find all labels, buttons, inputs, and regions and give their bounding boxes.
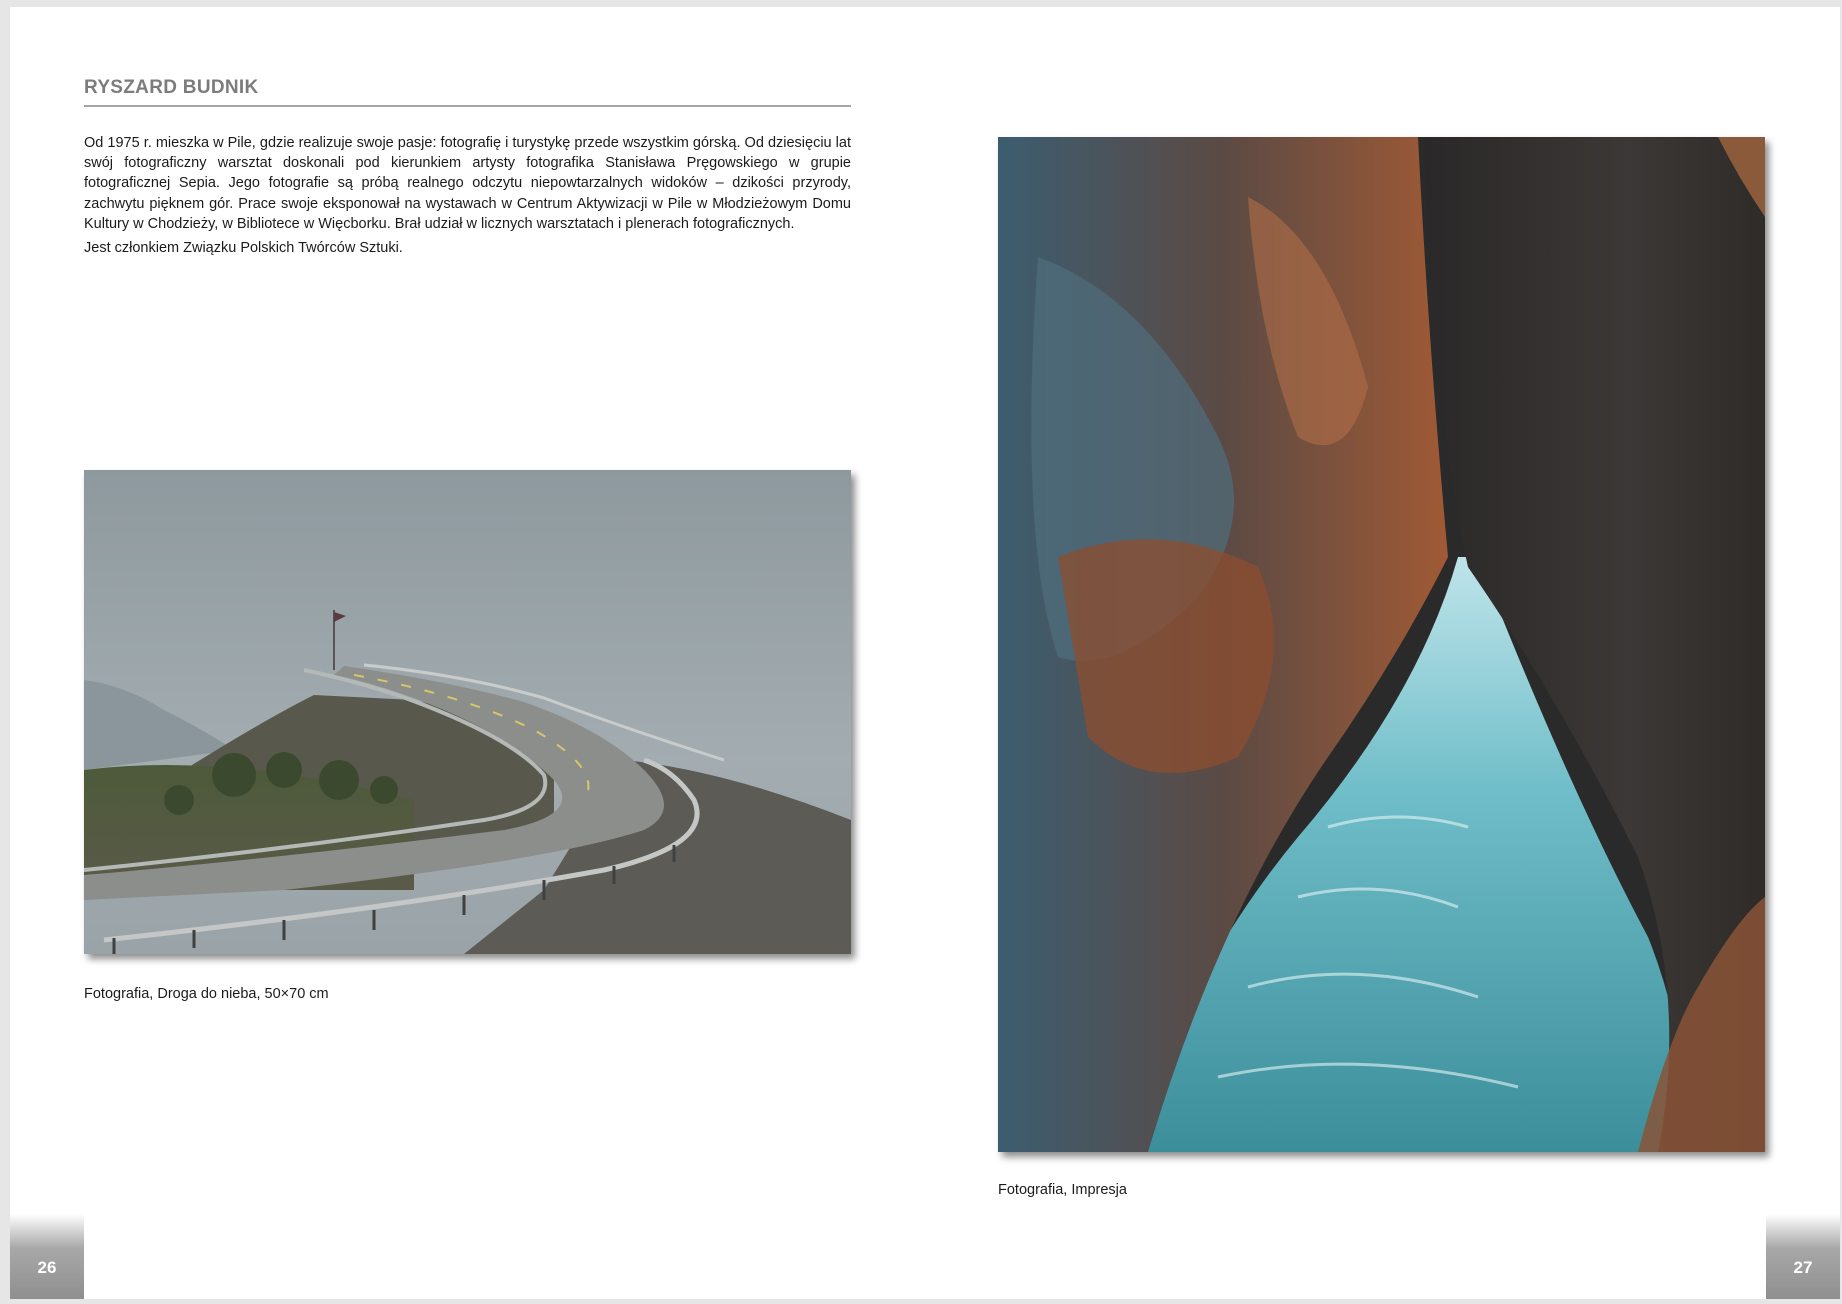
- bio-paragraph: Od 1975 r. mieszka w Pile, gdzie realizuje swoje pasje: fotografię i turystykę przede wszystkim górską. Od dziesięciu lat swój fotograficzny warsztat doskonali pod kierunkiem artysty fotografika Stanisława Pręgowskiego w grupie fotograficznej Sepia. Jego fotografie są próbą realnego odczytu niepowtarzalnych widoków – dzikości przyrody, zachwytu pięknem gór. Prace swoje eksponował na wystawach w Centrum Aktywizacji w Pile w Młodzieżowym Domu Kultury w Chodzieży, w Bibliotece w Więcborku. Brał udział w licznych warsztatach i plenerach fotograficznych.: [84, 135, 851, 232]
- author-bio: [84, 133, 851, 262]
- photo-road-to-sky: [84, 470, 851, 954]
- page-number-right: [1766, 1214, 1840, 1299]
- photo-canyon-impression: [998, 137, 1765, 1152]
- page-number-left-label: 26: [37, 1258, 57, 1277]
- caption-canyon: Fotografia, Impresja: [998, 1182, 1127, 1198]
- page-number-right-label: 27: [1793, 1258, 1813, 1277]
- caption-road: Fotografia, Droga do nieba, 50×70 cm: [84, 986, 329, 1002]
- magazine-spread: [10, 7, 1840, 1299]
- bio-paragraph: Jest członkiem Związku Polskich Twórców Sztuki.: [84, 240, 403, 257]
- author-heading: RYSZARD BUDNIK: [84, 77, 851, 107]
- page-number-left: [10, 1214, 84, 1299]
